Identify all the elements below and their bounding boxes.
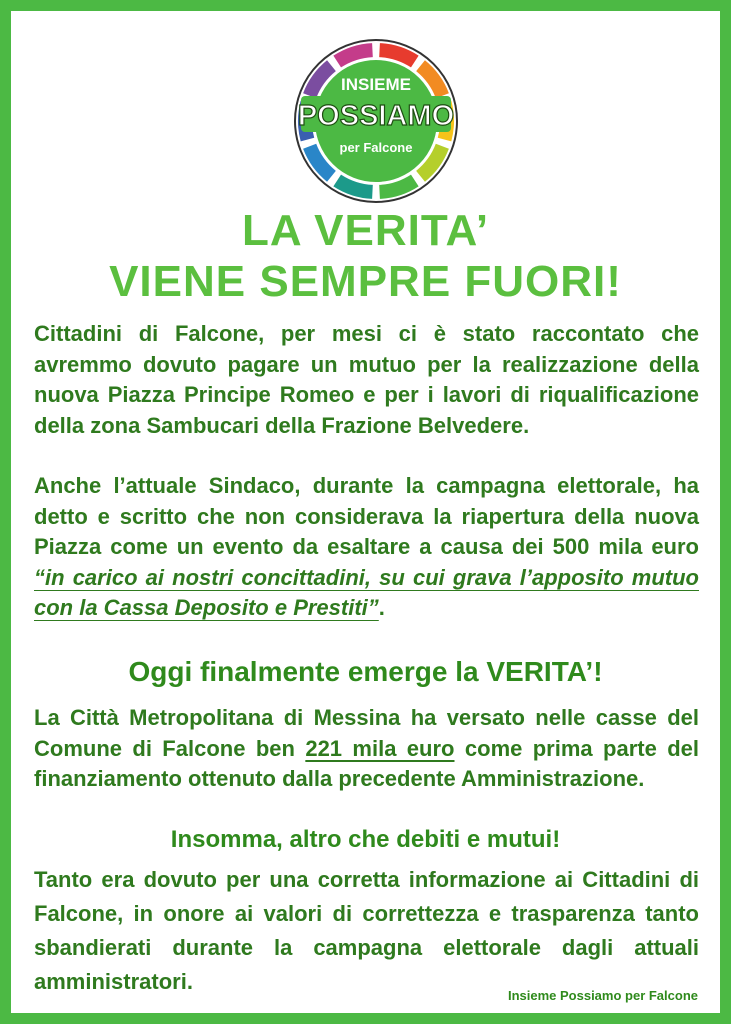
title-line-1: LA VERITA’ (241, 206, 490, 255)
paragraph-2 (34, 471, 699, 624)
party-logo (293, 38, 459, 204)
signature: Insieme Possiamo per Falcone (507, 988, 698, 1003)
paragraph-1: Cittadini di Falcone, per mesi ci è stato raccontato che avremmo dovuto pagare un mutuo per la realizzazione della nuova Piazza Principe Romeo e per i lavori di riqualificazione della zona Sambucari della Frazione Belvedere. (34, 321, 699, 438)
headline-verita: Oggi finalmente emerge la VERITA’! (128, 656, 603, 687)
paragraph-3-amount: 221 mila euro (305, 735, 455, 761)
paragraph-4: Tanto era dovuto per una corretta informazione ai Cittadini di Falcone, in onore ai valori di correttezza e trasparenza tanto sbandierati durante la campagna elettorale dagli attuali amministratori. (34, 867, 699, 994)
paragraph-3 (34, 703, 699, 795)
paragraph-3-after: come prima parte del finanziamento ottenuto dalla precedente Amministrazione. (34, 735, 699, 791)
logo-line1: INSIEME (341, 75, 411, 94)
headline-debiti: Insomma, altro che debiti e mutui! (170, 826, 561, 853)
paragraph-2-end: . (378, 595, 385, 620)
logo-line3: per Falcone (339, 140, 413, 155)
logo-line2: POSSIAMO (297, 100, 455, 132)
paragraph-3-before: La Città Metropolitana di Messina ha versato nelle casse del Comune di Falcone ben (34, 705, 699, 761)
paragraph-2-quote: “in carico ai nostri concittadini, su cui grava l’apposito mutuo con la Cassa Deposito e Prestiti” (34, 564, 699, 620)
title-line-2: VIENE SEMPRE FUORI! (109, 257, 622, 306)
paragraph-2-text: Anche l’attuale Sindaco, durante la campagna elettorale, ha detto e scritto che non considerava la riapertura della nuova Piazza come un evento da esaltare a causa dei 500 mila euro (34, 473, 699, 559)
